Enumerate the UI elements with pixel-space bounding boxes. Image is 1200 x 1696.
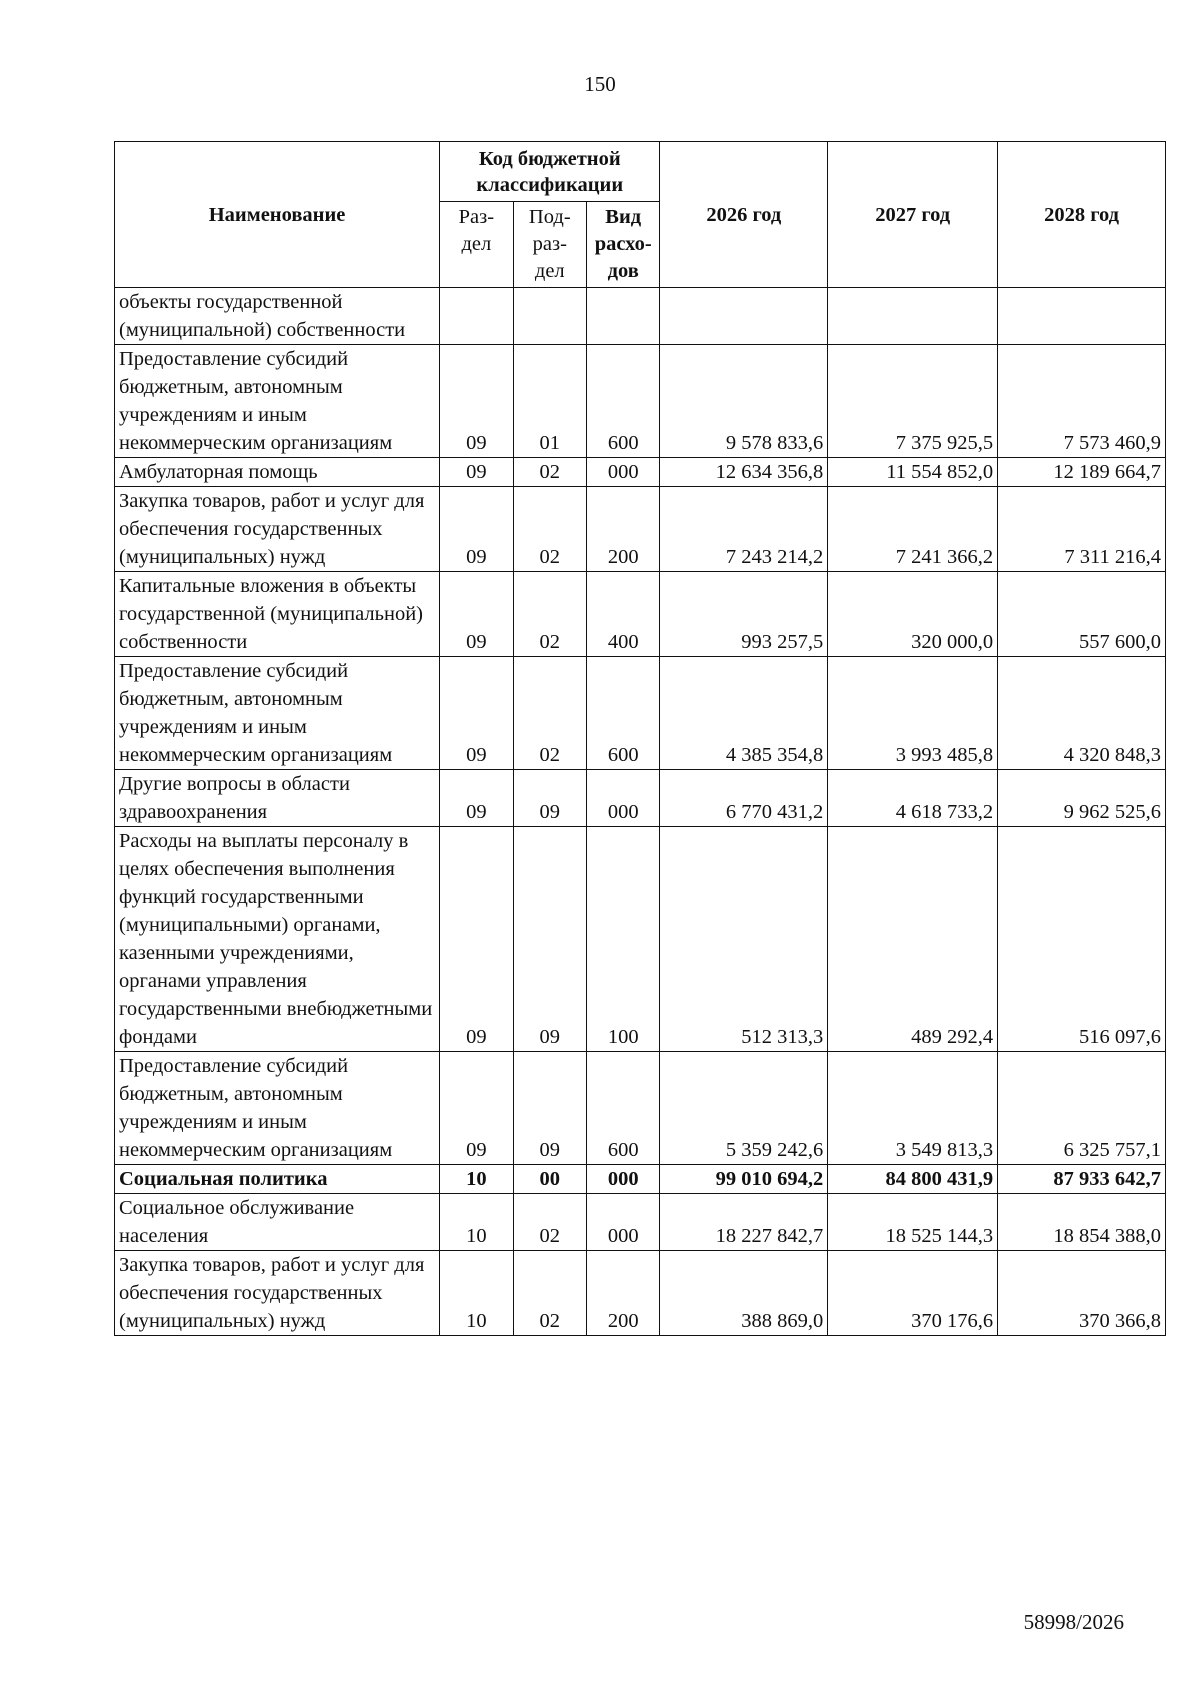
row-value-2027 xyxy=(828,288,998,345)
row-value-2027: 489 292,4 xyxy=(828,827,998,1052)
row-vid: 000 xyxy=(587,770,660,827)
table-row xyxy=(115,1165,1166,1194)
row-value-2027: 7 375 925,5 xyxy=(828,345,998,458)
row-name: объекты государственной (муниципальной) собственности xyxy=(115,288,440,345)
row-razdel: 09 xyxy=(440,572,513,657)
document-id: 58998/2026 xyxy=(1023,1610,1124,1634)
row-name: Предоставление субсидий бюджетным, автономным учреждениям и иным некоммерческим организациям xyxy=(115,657,440,770)
row-name: Другие вопросы в области здравоохранения xyxy=(115,770,440,827)
header-2028: 2028 год xyxy=(998,142,1166,288)
row-value-2027: 370 176,6 xyxy=(828,1251,998,1336)
row-value-2028: 9 962 525,6 xyxy=(998,770,1166,827)
row-value-2028: 557 600,0 xyxy=(998,572,1166,657)
header-2026: 2026 год xyxy=(660,142,828,288)
row-value-2027: 18 525 144,3 xyxy=(828,1194,998,1251)
row-vid: 100 xyxy=(587,827,660,1052)
table-row xyxy=(115,1052,1166,1165)
row-razdel: 10 xyxy=(440,1165,513,1194)
row-value-2028: 12 189 664,7 xyxy=(998,458,1166,487)
row-podrazdel: 02 xyxy=(513,1251,586,1336)
table-row xyxy=(115,1251,1166,1336)
row-podrazdel: 02 xyxy=(513,487,586,572)
row-name: Амбулаторная помощь xyxy=(115,458,440,487)
table-row xyxy=(115,487,1166,572)
row-value-2026: 6 770 431,2 xyxy=(660,770,828,827)
row-podrazdel: 09 xyxy=(513,770,586,827)
row-value-2026: 99 010 694,2 xyxy=(660,1165,828,1194)
row-razdel: 09 xyxy=(440,657,513,770)
row-podrazdel: 02 xyxy=(513,458,586,487)
page-number: 150 xyxy=(584,72,616,96)
row-name: Закупка товаров, работ и услуг для обеспечения государственных (муниципальных) нужд xyxy=(115,1251,440,1336)
row-value-2028: 6 325 757,1 xyxy=(998,1052,1166,1165)
row-razdel: 09 xyxy=(440,770,513,827)
row-razdel xyxy=(440,288,513,345)
row-value-2028 xyxy=(998,288,1166,345)
row-value-2027: 84 800 431,9 xyxy=(828,1165,998,1194)
table-body xyxy=(115,288,1166,1336)
row-name: Капитальные вложения в объекты государственной (муниципальной) собственности xyxy=(115,572,440,657)
header-name: Наименование xyxy=(115,142,440,288)
row-vid: 400 xyxy=(587,572,660,657)
row-name: Расходы на выплаты персоналу в целях обеспечения выполнения функций государственными (муниципальными) органами, казенными учреждениями, органами управления государственными внебюджетными фондами xyxy=(115,827,440,1052)
table-header xyxy=(115,142,1166,288)
table-row xyxy=(115,827,1166,1052)
row-vid: 200 xyxy=(587,487,660,572)
row-value-2027: 4 618 733,2 xyxy=(828,770,998,827)
row-razdel: 09 xyxy=(440,458,513,487)
row-value-2027: 7 241 366,2 xyxy=(828,487,998,572)
row-value-2028: 370 366,8 xyxy=(998,1251,1166,1336)
row-value-2026: 5 359 242,6 xyxy=(660,1052,828,1165)
row-name: Социальное обслуживание населения xyxy=(115,1194,440,1251)
row-name: Социальная политика xyxy=(115,1165,440,1194)
row-value-2026: 7 243 214,2 xyxy=(660,487,828,572)
row-podrazdel: 09 xyxy=(513,1052,586,1165)
row-vid: 600 xyxy=(587,345,660,458)
row-value-2026: 18 227 842,7 xyxy=(660,1194,828,1251)
budget-table xyxy=(114,141,1166,1336)
row-value-2028: 7 311 216,4 xyxy=(998,487,1166,572)
row-value-2026 xyxy=(660,288,828,345)
row-value-2028: 7 573 460,9 xyxy=(998,345,1166,458)
table-row xyxy=(115,770,1166,827)
table-row xyxy=(115,657,1166,770)
row-razdel: 10 xyxy=(440,1251,513,1336)
row-vid: 600 xyxy=(587,657,660,770)
row-razdel: 09 xyxy=(440,827,513,1052)
row-value-2028: 516 097,6 xyxy=(998,827,1166,1052)
table-row xyxy=(115,458,1166,487)
row-value-2028: 18 854 388,0 xyxy=(998,1194,1166,1251)
row-podrazdel: 00 xyxy=(513,1165,586,1194)
table-row xyxy=(115,288,1166,345)
row-value-2027: 11 554 852,0 xyxy=(828,458,998,487)
header-code-group: Код бюджетной классификации xyxy=(440,142,660,202)
row-podrazdel: 02 xyxy=(513,572,586,657)
row-razdel: 09 xyxy=(440,345,513,458)
row-vid: 000 xyxy=(587,1194,660,1251)
row-value-2027: 3 549 813,3 xyxy=(828,1052,998,1165)
header-razdel: Раз- дел xyxy=(440,202,513,288)
row-name: Закупка товаров, работ и услуг для обеспечения государственных (муниципальных) нужд xyxy=(115,487,440,572)
row-value-2026: 388 869,0 xyxy=(660,1251,828,1336)
row-vid xyxy=(587,288,660,345)
row-podrazdel: 01 xyxy=(513,345,586,458)
row-vid: 600 xyxy=(587,1052,660,1165)
row-value-2027: 320 000,0 xyxy=(828,572,998,657)
row-value-2026: 512 313,3 xyxy=(660,827,828,1052)
header-podrazdel: Под- раз- дел xyxy=(513,202,586,288)
row-vid: 000 xyxy=(587,458,660,487)
header-vid: Вид расхо- дов xyxy=(587,202,660,288)
row-value-2026: 12 634 356,8 xyxy=(660,458,828,487)
header-2027: 2027 год xyxy=(828,142,998,288)
row-razdel: 09 xyxy=(440,1052,513,1165)
row-podrazdel: 02 xyxy=(513,657,586,770)
row-vid: 200 xyxy=(587,1251,660,1336)
row-razdel: 09 xyxy=(440,487,513,572)
row-value-2028: 87 933 642,7 xyxy=(998,1165,1166,1194)
row-podrazdel: 09 xyxy=(513,827,586,1052)
row-razdel: 10 xyxy=(440,1194,513,1251)
table-row xyxy=(115,345,1166,458)
row-vid: 000 xyxy=(587,1165,660,1194)
row-value-2026: 9 578 833,6 xyxy=(660,345,828,458)
row-value-2026: 993 257,5 xyxy=(660,572,828,657)
row-podrazdel: 02 xyxy=(513,1194,586,1251)
row-name: Предоставление субсидий бюджетным, автономным учреждениям и иным некоммерческим организациям xyxy=(115,345,440,458)
row-value-2027: 3 993 485,8 xyxy=(828,657,998,770)
table-row xyxy=(115,1194,1166,1251)
row-name: Предоставление субсидий бюджетным, автономным учреждениям и иным некоммерческим организациям xyxy=(115,1052,440,1165)
table-row xyxy=(115,572,1166,657)
row-value-2026: 4 385 354,8 xyxy=(660,657,828,770)
row-podrazdel xyxy=(513,288,586,345)
row-value-2028: 4 320 848,3 xyxy=(998,657,1166,770)
